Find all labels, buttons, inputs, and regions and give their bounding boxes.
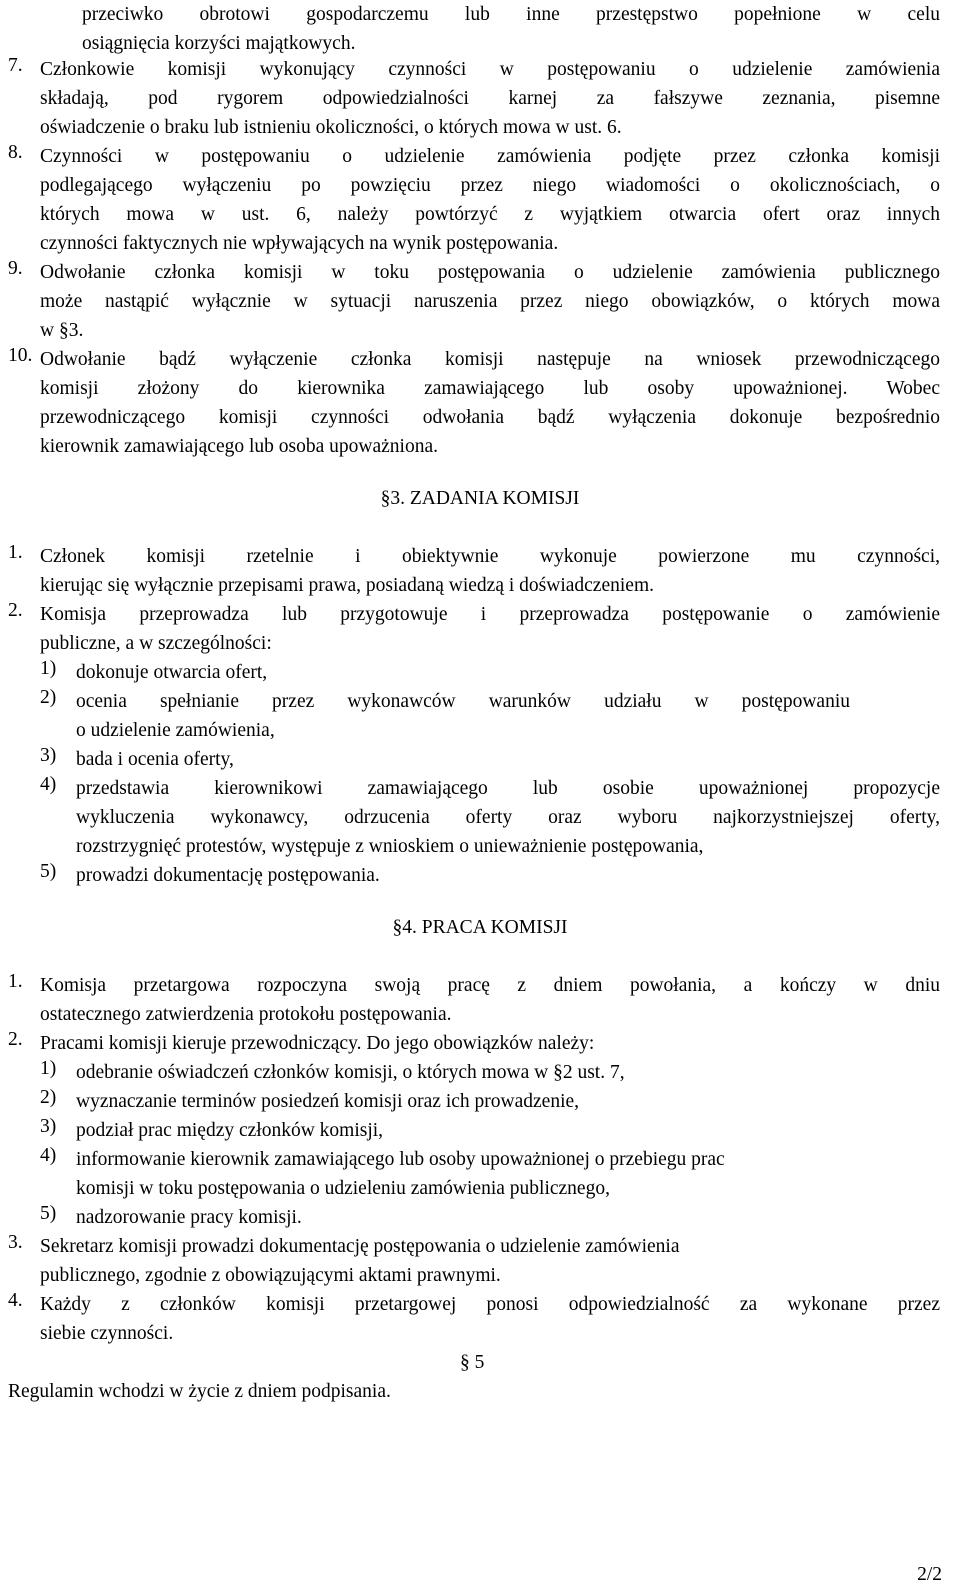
text-line: dokonuje otwarcia ofert, — [76, 662, 268, 683]
page-number: 2/2 — [917, 1564, 942, 1585]
subitem-number: 5) — [40, 1203, 57, 1224]
text-line: kierując się wyłącznie przepisami prawa, posiadaną wiedzą i doświadczeniem. — [40, 575, 654, 596]
text-line: Sekretarz komisji prowadzi dokumentację postępowania o udzielenie zamówienia — [40, 1236, 680, 1257]
text-line: bada i ocenia oferty, — [76, 749, 234, 770]
list-item — [40, 971, 940, 1029]
list-item — [40, 1290, 940, 1348]
item-number: 10. — [8, 345, 33, 366]
text-line: w §3. — [40, 320, 84, 341]
list-item — [40, 55, 940, 142]
text-line: Pracami komisji kieruje przewodniczący. Do jego obowiązków należy: — [40, 1033, 595, 1054]
text-line: których mowa w ust. 6, należy powtórzyć z wyjątkiem otwarcia ofert oraz innych — [40, 204, 940, 225]
item-number: 3. — [8, 1232, 23, 1253]
text-line: Komisja przetargowa rozpoczyna swoją pracę z dniem powołania, a kończy w dniu — [40, 975, 940, 996]
section-heading: § 5 — [460, 1352, 485, 1373]
list-item — [40, 1029, 940, 1058]
sub-list-item — [76, 1145, 940, 1203]
text-line: przeciwko obrotowi gospodarczemu lub inne przestępstwo popełnione w celu — [82, 4, 940, 25]
text-line: czynności faktycznych nie wpływających na wynik postępowania. — [40, 233, 559, 254]
text-line: osiągnięcia korzyści majątkowych. — [82, 33, 356, 54]
subitem-number: 3) — [40, 1116, 57, 1137]
sub-list-item — [76, 687, 850, 745]
sub-list-item — [76, 1203, 940, 1232]
list-item — [40, 600, 940, 658]
sub-list-item — [76, 745, 940, 774]
text-line: komisji złożony do kierownika zamawiającego lub osoby upoważnionej. Wobec — [40, 378, 940, 399]
text-line: nadzorowanie pracy komisji. — [76, 1207, 302, 1228]
text-line: podział prac między członków komisji, — [76, 1120, 384, 1141]
text-line: komisji w toku postępowania o udzieleniu zamówienia publicznego, — [76, 1178, 610, 1199]
sub-list-item — [76, 1087, 940, 1116]
subitem-number: 5) — [40, 861, 57, 882]
text-line: przedstawia kierownikowi zamawiającego lub osobie upoważnionej propozycje — [76, 778, 940, 799]
text-line: wyznaczanie terminów posiedzeń komisji oraz ich prowadzenie, — [76, 1091, 580, 1112]
text-line: Członek komisji rzetelnie i obiektywnie wykonuje powierzone mu czynności, — [40, 546, 940, 567]
list-item — [40, 142, 940, 258]
text-line: oświadczenie o braku lub istnieniu okoliczności, o których mowa w ust. 6. — [40, 117, 622, 138]
subitem-number: 3) — [40, 745, 57, 766]
text-line: składają, pod rygorem odpowiedzialności karnej za fałszywe zeznania, pisemne — [40, 88, 940, 109]
text-line: odebranie oświadczeń członków komisji, o których mowa w §2 ust. 7, — [76, 1062, 625, 1083]
continuation-paragraph — [82, 0, 940, 58]
item-number: 2. — [8, 1029, 23, 1050]
text-line: Odwołanie członka komisji w toku postępowania o udzielenie zamówienia publicznego — [40, 262, 940, 283]
text-line: Komisja przeprowadza lub przygotowuje i przeprowadza postępowanie o zamówienie — [40, 604, 940, 625]
item-number: 8. — [8, 142, 23, 163]
text-line: publiczne, a w szczególności: — [40, 633, 272, 654]
list-item — [40, 1232, 940, 1290]
sub-list-item — [76, 774, 940, 861]
text-line: wykluczenia wykonawcy, odrzucenia oferty oraz wyboru najkorzystniejszej oferty, — [76, 807, 940, 828]
item-number: 4. — [8, 1290, 23, 1311]
sub-list-item — [76, 1058, 940, 1087]
text-line: Każdy z członków komisji przetargowej ponosi odpowiedzialność za wykonane przez — [40, 1294, 940, 1315]
subitem-number: 2) — [40, 687, 57, 708]
subitem-number: 4) — [40, 1145, 57, 1166]
text-line: kierownik zamawiającego lub osoba upoważniona. — [40, 436, 438, 457]
text-line: Członkowie komisji wykonujący czynności w postępowaniu o udzielenie zamówienia — [40, 59, 940, 80]
sub-list-item — [76, 861, 940, 890]
closing-statement: Regulamin wchodzi w życie z dniem podpisania. — [8, 1381, 391, 1402]
list-item — [40, 542, 940, 600]
section-heading: §4. PRACA KOMISJI — [392, 917, 568, 938]
text-line: przewodniczącego komisji czynności odwołania bądź wyłączenia dokonuje bezpośrednio — [40, 407, 940, 428]
text-line: Odwołanie bądź wyłączenie członka komisji następuje na wniosek przewodniczącego — [40, 349, 940, 370]
item-number: 1. — [8, 971, 23, 992]
text-line: rozstrzygnięć protestów, występuje z wnioskiem o unieważnienie postępowania, — [76, 836, 704, 857]
text-line: ostatecznego zatwierdzenia protokołu postępowania. — [40, 1004, 452, 1025]
section-heading: §3. ZADANIA KOMISJI — [380, 488, 580, 509]
item-number: 9. — [8, 258, 23, 279]
text-line: publicznego, zgodnie z obowiązującymi aktami prawnymi. — [40, 1265, 501, 1286]
subitem-number: 2) — [40, 1087, 57, 1108]
item-number: 1. — [8, 542, 23, 563]
list-item — [40, 345, 940, 461]
text-line: informowanie kierownik zamawiającego lub osoby upoważnionej o przebiegu prac — [76, 1149, 725, 1170]
subitem-number: 1) — [40, 658, 57, 679]
list-item — [40, 258, 940, 345]
subitem-number: 1) — [40, 1058, 57, 1079]
text-line: prowadzi dokumentację postępowania. — [76, 865, 380, 886]
text-line: Czynności w postępowaniu o udzielenie zamówienia podjęte przez członka komisji — [40, 146, 940, 167]
item-number: 2. — [8, 600, 23, 621]
sub-list-item — [76, 1116, 940, 1145]
text-line: o udzielenie zamówienia, — [76, 720, 275, 741]
item-number: 7. — [8, 55, 23, 76]
sub-list-item — [76, 658, 940, 687]
subitem-number: 4) — [40, 774, 57, 795]
text-line: ocenia spełnianie przez wykonawców warunków udziału w postępowaniu — [76, 691, 850, 712]
text-line: siebie czynności. — [40, 1323, 174, 1344]
text-line: może nastąpić wyłącznie w sytuacji naruszenia przez niego obowiązków, o których mowa — [40, 291, 940, 312]
text-line: podlegającego wyłączeniu po powzięciu przez niego wiadomości o okolicznościach, o — [40, 175, 940, 196]
